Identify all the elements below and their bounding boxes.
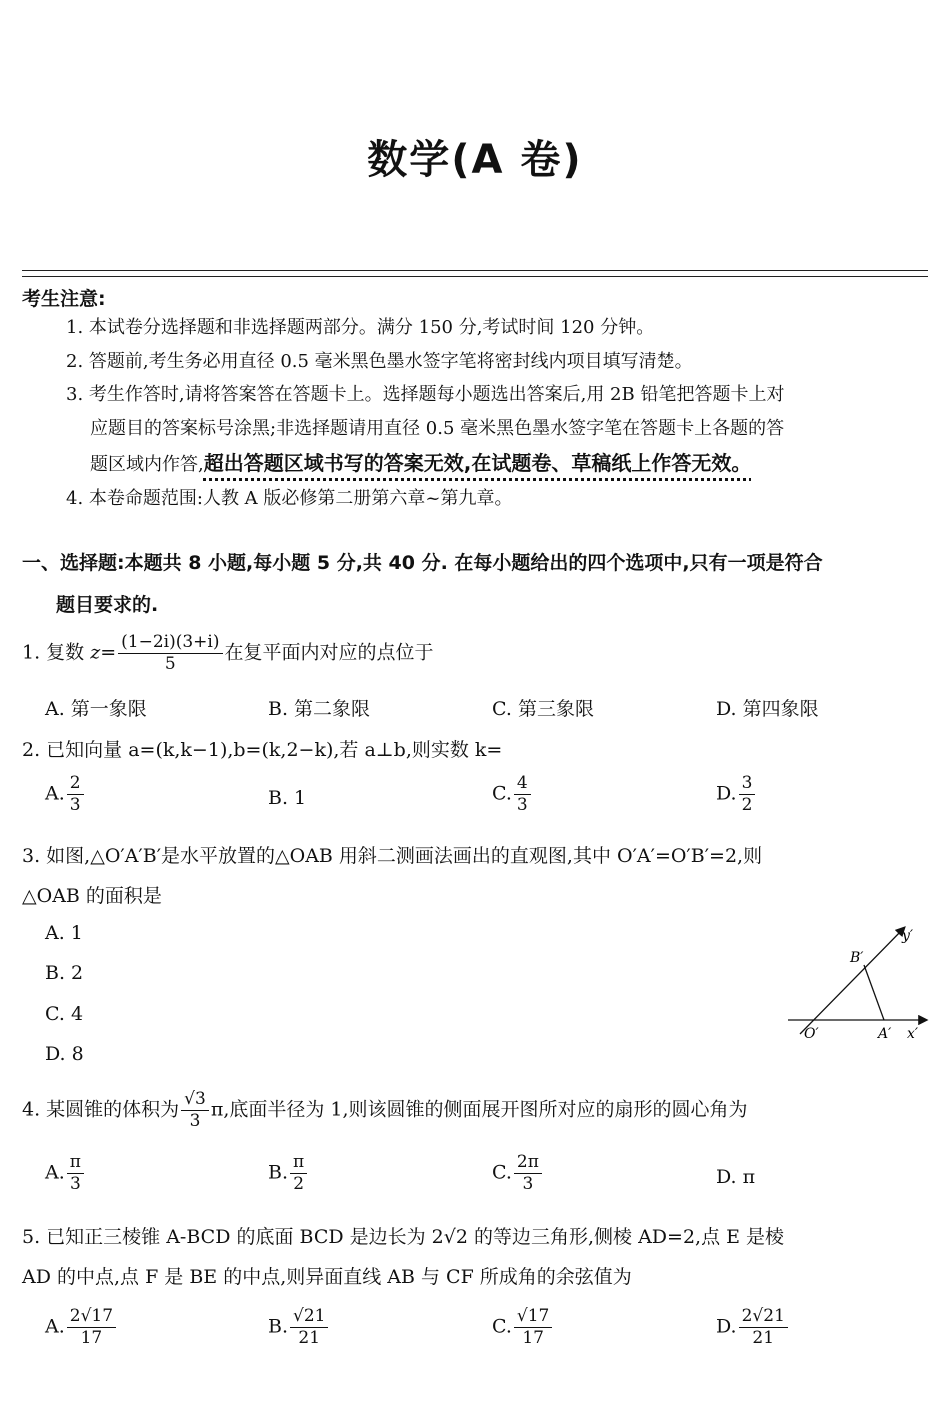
point-a-label: A′	[878, 1026, 892, 1042]
q1-option-c: C. 第三象限	[492, 698, 594, 720]
notice-item-3-prefix: 题区域内作答,	[90, 454, 204, 475]
fraction: $\frac{(1-2i)(3+i)}{5}$	[118, 634, 222, 673]
notice-heading: 考生注意:	[22, 288, 106, 310]
q5-option-a: A. $\frac{2√17}{17}$	[45, 1308, 118, 1347]
section-heading-cont: 题目要求的.	[56, 594, 159, 616]
q3-option-d: D. 8	[45, 1043, 84, 1065]
q2-option-b: B. 1	[268, 787, 307, 809]
notice-emphasis: 超出答题区域书写的答案无效,在试题卷、草稿纸上作答无效。	[203, 451, 752, 475]
q2-option-d: D. $\frac{3}{2}$	[716, 775, 757, 814]
q4-option-b: B. $\frac{\pi}{2}$	[268, 1154, 309, 1193]
x-axis-label: x′	[907, 1026, 919, 1042]
triangle-side	[864, 965, 884, 1020]
notice-item-4: 4. 本卷命题范围:人教 A 版必修第二册第六章~第九章。	[66, 488, 513, 509]
question-3-line2: △OAB 的面积是	[22, 885, 162, 907]
q1-option-d: D. 第四象限	[716, 698, 819, 720]
question-2: 2. 已知向量 a=(k,k−1),b=(k,2−k),若 a⊥b,则实数 k=	[22, 739, 503, 761]
q4-option-c: C. $\frac{2\pi}{3}$	[492, 1154, 544, 1193]
q3-option-b: B. 2	[45, 962, 84, 984]
q3-option-c: C. 4	[45, 1003, 84, 1025]
notice-item-3-line1: 3. 考生作答时,请将答案答在答题卡上。选择题每小题选出答案后,用 2B 铅笔把答题卡上对	[66, 384, 785, 405]
q2-option-c: C. $\frac{4}{3}$	[492, 775, 533, 814]
notice-item-3-line2: 应题目的答案标号涂黑;非选择题请用直径 0.5 毫米黑色墨水签字笔在答题卡上各题的答	[90, 418, 785, 439]
page-title: 数学(A 卷)	[367, 137, 583, 183]
origin-label: O′	[804, 1026, 819, 1042]
notice-item-2: 2. 答题前,考生务必用直径 0.5 毫米黑色墨水签字笔将密封线内项目填写清楚。	[66, 351, 693, 372]
q5-option-b: B. $\frac{√21}{21}$	[268, 1308, 330, 1347]
q2-option-a: A. $\frac{2}{3}$	[45, 775, 86, 814]
q4-option-d: D. π	[716, 1166, 756, 1188]
point-b-label: B′	[850, 950, 864, 966]
notice-item-3-line3	[90, 446, 751, 482]
y-axis	[800, 928, 904, 1034]
q1-option-a: A. 第一象限	[45, 698, 147, 720]
q3-option-a: A. 1	[45, 922, 83, 944]
y-axis-label: y′	[902, 928, 914, 944]
q5-option-c: C. $\frac{√17}{17}$	[492, 1308, 554, 1347]
question-1: 1. 复数 z= $\frac{(1-2i)(3+i)}{5}$ 在复平面内对应的点位于	[22, 632, 434, 674]
section-heading: 一、选择题:本题共 8 小题,每小题 5 分,共 40 分. 在每小题给出的四个选项中,只有一项是符合	[22, 552, 823, 574]
question-5-line2: AD 的中点,点 F 是 BE 的中点,则异面直线 AB 与 CF 所成角的余弦值为	[22, 1266, 632, 1288]
notice-item-1: 1. 本试卷分选择题和非选择题两部分。满分 150 分,考试时间 120 分钟。	[66, 317, 655, 338]
question-3-line1: 3. 如图,△O′A′B′是水平放置的△OAB 用斜二测画法画出的直观图,其中 O′A′=O′B′=2,则	[22, 845, 763, 867]
q4-option-a: A. $\frac{\pi}{3}$	[45, 1154, 86, 1193]
question-4: 4. 某圆锥的体积为 $\frac{√3}{3}$ π,底面半径为 1,则该圆锥的侧面展开图所对应的扇形的圆心角为	[22, 1089, 748, 1131]
divider	[22, 270, 928, 271]
divider	[22, 276, 928, 277]
q5-option-d: D. $\frac{2√21}{21}$	[716, 1308, 790, 1347]
question-5-line1: 5. 已知正三棱锥 A-BCD 的底面 BCD 是边长为 2√2 的等边三角形,侧棱 AD=2,点 E 是棱	[22, 1226, 785, 1248]
q1-option-b: B. 第二象限	[268, 698, 371, 720]
oblique-triangle-figure	[780, 918, 930, 1048]
